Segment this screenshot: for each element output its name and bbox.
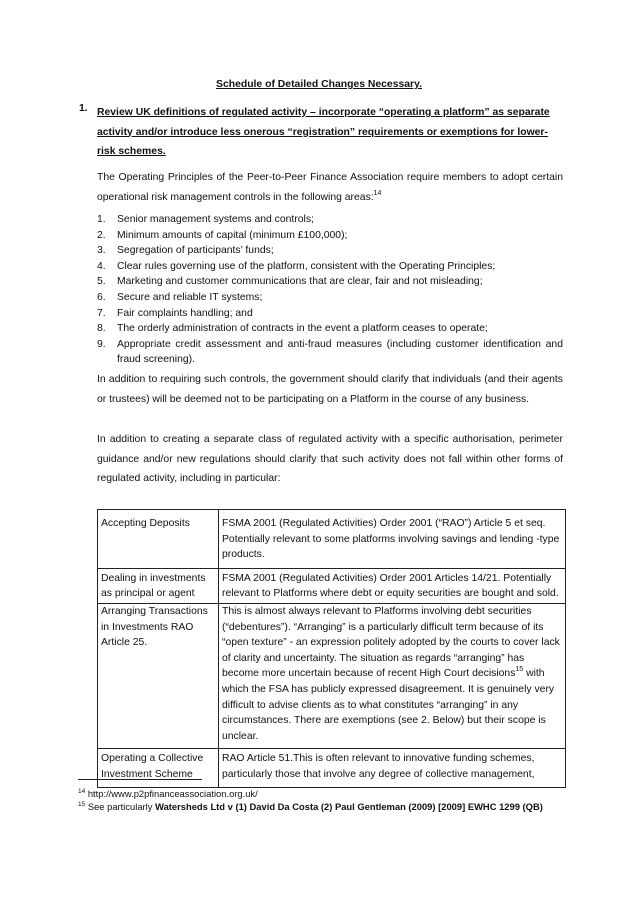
list-item-text: Marketing and customer communications that are clear, fair and not misleading; — [117, 276, 483, 288]
regulated-activities-table — [97, 509, 566, 788]
intro-paragraph — [97, 168, 563, 207]
list-item-number: 1. — [97, 214, 106, 225]
table-cell-detail: FSMA 2001 (Regulated Activities) Order 2001 Articles 14/21. Potentially relevant to Platforms where debt or equity securities are bought and sold. — [219, 568, 566, 603]
footnote-14 — [78, 788, 258, 800]
table-cell-activity: Dealing in investments as principal or agent — [98, 568, 219, 603]
footnote-15 — [78, 801, 543, 813]
list-item-text: Segregation of participants’ funds; — [117, 245, 274, 257]
section-heading: Review UK definitions of regulated activity – incorporate “operating a platform” as separate activity and/or introduce less onerous “registration” requirements or exemptions for lower-risk schemes. — [97, 107, 550, 157]
footnote-number: 14 — [78, 788, 86, 795]
footnote-divider — [78, 779, 202, 780]
list-item — [97, 337, 563, 368]
list-item-text: The orderly administration of contracts in the event a platform ceases to operate; — [117, 323, 488, 335]
table-cell-detail: FSMA 2001 (Regulated Activities) Order 2001 (“RAO”) Article 5 et seq. Potentially relevant to some platforms involving savings and lending -type products. — [219, 510, 566, 569]
controls-list — [97, 212, 563, 368]
list-item-text: Clear rules governing use of the platform, consistent with the Operating Principles; — [117, 260, 496, 272]
list-item — [97, 212, 563, 228]
list-item-number: 4. — [97, 260, 106, 272]
table-row — [98, 603, 566, 748]
table-cell-detail-part-a: This is almost always relevant to Platforms involving debt securities (“debentures”). “Arranging” is a particularly difficult term because of its “open texture” - an expression politely adopted by the courts to cover lack of clarity and uncertainty. The situation as regards “arranging” has become more uncertain because of recent High Court decisions — [222, 605, 560, 680]
table-cell-detail-part-b: with which the FSA has publicly expressed disagreement. It is genuinely very difficult to advise clients as to what constitutes “arranging” in any circumstances. There are exemptions (see 2. Below) but their scope is unclear. — [222, 668, 555, 742]
table-row — [98, 510, 566, 569]
list-item-number: 6. — [97, 291, 106, 303]
intro-paragraph-text: The Operating Principles of the Peer-to-Peer Finance Association require members to adopt certain operational risk management controls in the following areas: — [97, 172, 563, 203]
list-item — [97, 306, 563, 322]
table-cell-detail — [219, 603, 566, 748]
list-item — [97, 243, 563, 259]
footnote-case-citation: Watersheds Ltd v (1) David Da Costa (2) Paul Gentleman (2009) [2009] EWHC 1299 (QB) — [155, 801, 543, 812]
section-number: 1. — [79, 103, 88, 114]
list-item-number: 2. — [97, 229, 106, 241]
list-item — [97, 274, 563, 290]
table-row — [98, 749, 566, 787]
footnote-number: 15 — [78, 801, 86, 808]
table-cell-activity: Operating a Collective Investment Scheme — [98, 749, 219, 787]
list-item-text: Appropriate credit assessment and anti-fraud measures (including customer identification and fraud screening). — [117, 338, 563, 366]
list-item — [97, 259, 563, 275]
footnote-prefix: See particularly — [85, 801, 156, 812]
paragraph-2: In addition to requiring such controls, the government should clarify that individuals (and their agents or trustees) will be deemed not to be participating on a Platform in the course of any business. — [97, 374, 563, 405]
list-item — [97, 321, 563, 337]
paragraph-3: In addition to creating a separate class of regulated activity with a specific authorisation, perimeter guidance and/or new regulations should clarify that such activity does not fall within other forms of regulated activity, including in particular: — [97, 434, 563, 484]
footnote-ref-14: 14 — [373, 189, 382, 197]
table-cell-detail: RAO Article 51.This is often relevant to innovative funding schemes, particularly those that involve any degree of collective management, — [219, 749, 566, 787]
list-item-number: 5. — [97, 276, 106, 288]
list-item-text: Secure and reliable IT systems; — [117, 291, 263, 303]
table-cell-activity: Arranging Transactions in Investments RAO Article 25. — [98, 603, 219, 748]
list-item-number: 9. — [97, 338, 106, 350]
list-item-number: 8. — [97, 323, 106, 335]
list-item-number: 3. — [97, 245, 106, 257]
page-title: Schedule of Detailed Changes Necessary. — [216, 79, 422, 90]
list-item — [97, 228, 563, 244]
table-cell-activity: Accepting Deposits — [98, 510, 219, 569]
footnote-link[interactable]: http://www.p2pfinanceassociation.org.uk/ — [85, 788, 258, 799]
footnote-ref-15: 15 — [515, 666, 524, 674]
list-item-text: Minimum amounts of capital (minimum £100,000); — [117, 229, 348, 241]
list-item — [97, 290, 563, 306]
list-item-number: 7. — [97, 307, 106, 319]
table-row — [98, 568, 566, 603]
list-item-text: Senior management systems and controls; — [117, 214, 314, 225]
list-item-text: Fair complaints handling; and — [117, 307, 253, 319]
